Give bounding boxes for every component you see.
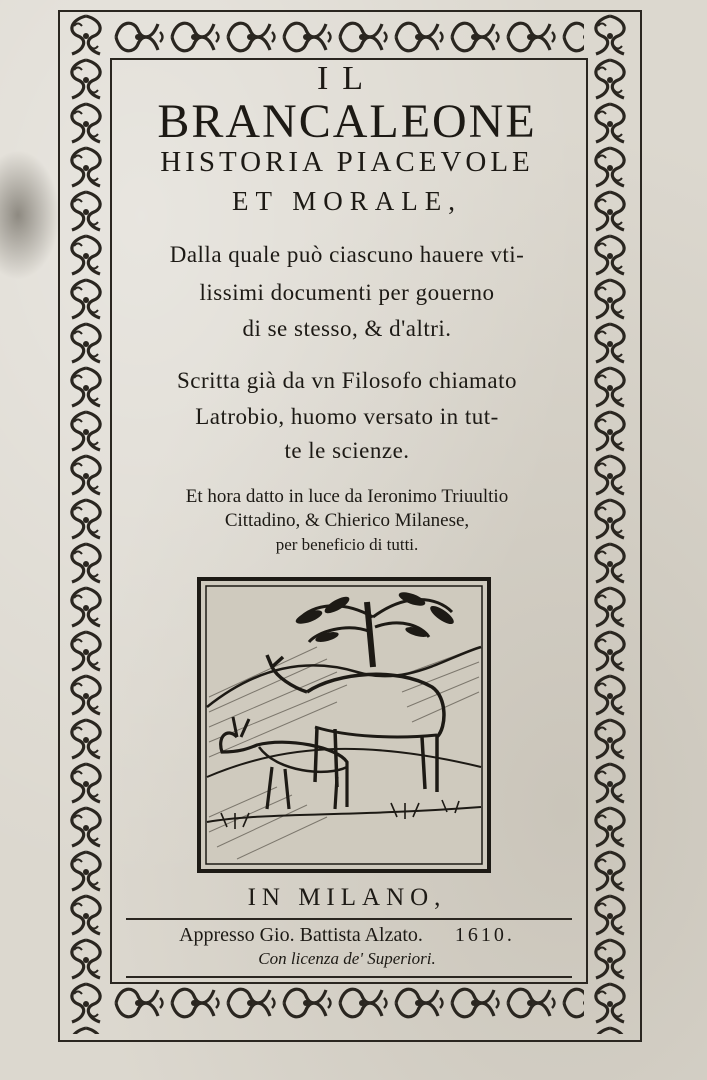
description-line: di se stesso, & d'altri. [242,316,452,341]
right-ornament-border [586,14,634,1034]
editor-line: per beneficio di tutti. [275,535,419,554]
editor-line: Et hora datto in luce da Ieronimo Triuultio [185,486,509,507]
title-article: IL [316,60,378,97]
left-ornament-border [62,14,110,1034]
divider [126,976,572,978]
subtitle-line-2: ET MORALE, [232,186,462,216]
imprint-city: IN MILANO, [247,884,447,911]
publisher: Appresso Gio. Battista Alzato. [179,924,423,946]
paper-stain [0,150,60,280]
bottom-ornament-border [112,980,584,1032]
editor-line: Cittadino, & Chierico Milanese, [224,510,470,531]
author-line: Latrobio, huomo versato in tut- [195,404,499,429]
year: 1610. [454,924,515,946]
license-line: Con licenza de' Superiori. [258,949,436,968]
top-ornament-border [112,14,584,60]
publisher-line [110,924,584,947]
subtitle-line-1: HISTORIA PIACEVOLE [160,146,534,178]
divider [126,918,572,920]
author-line: Scritta già da vn Filosofo chiamato [176,368,518,393]
author-line: te le scienze. [284,438,410,463]
woodcut-illustration [197,577,491,873]
page-title: BRANCALEONE [157,95,537,148]
description-line: Dalla quale può ciascuno hauere vti- [169,242,525,267]
description-line: lissimi documenti per gouerno [199,280,495,305]
